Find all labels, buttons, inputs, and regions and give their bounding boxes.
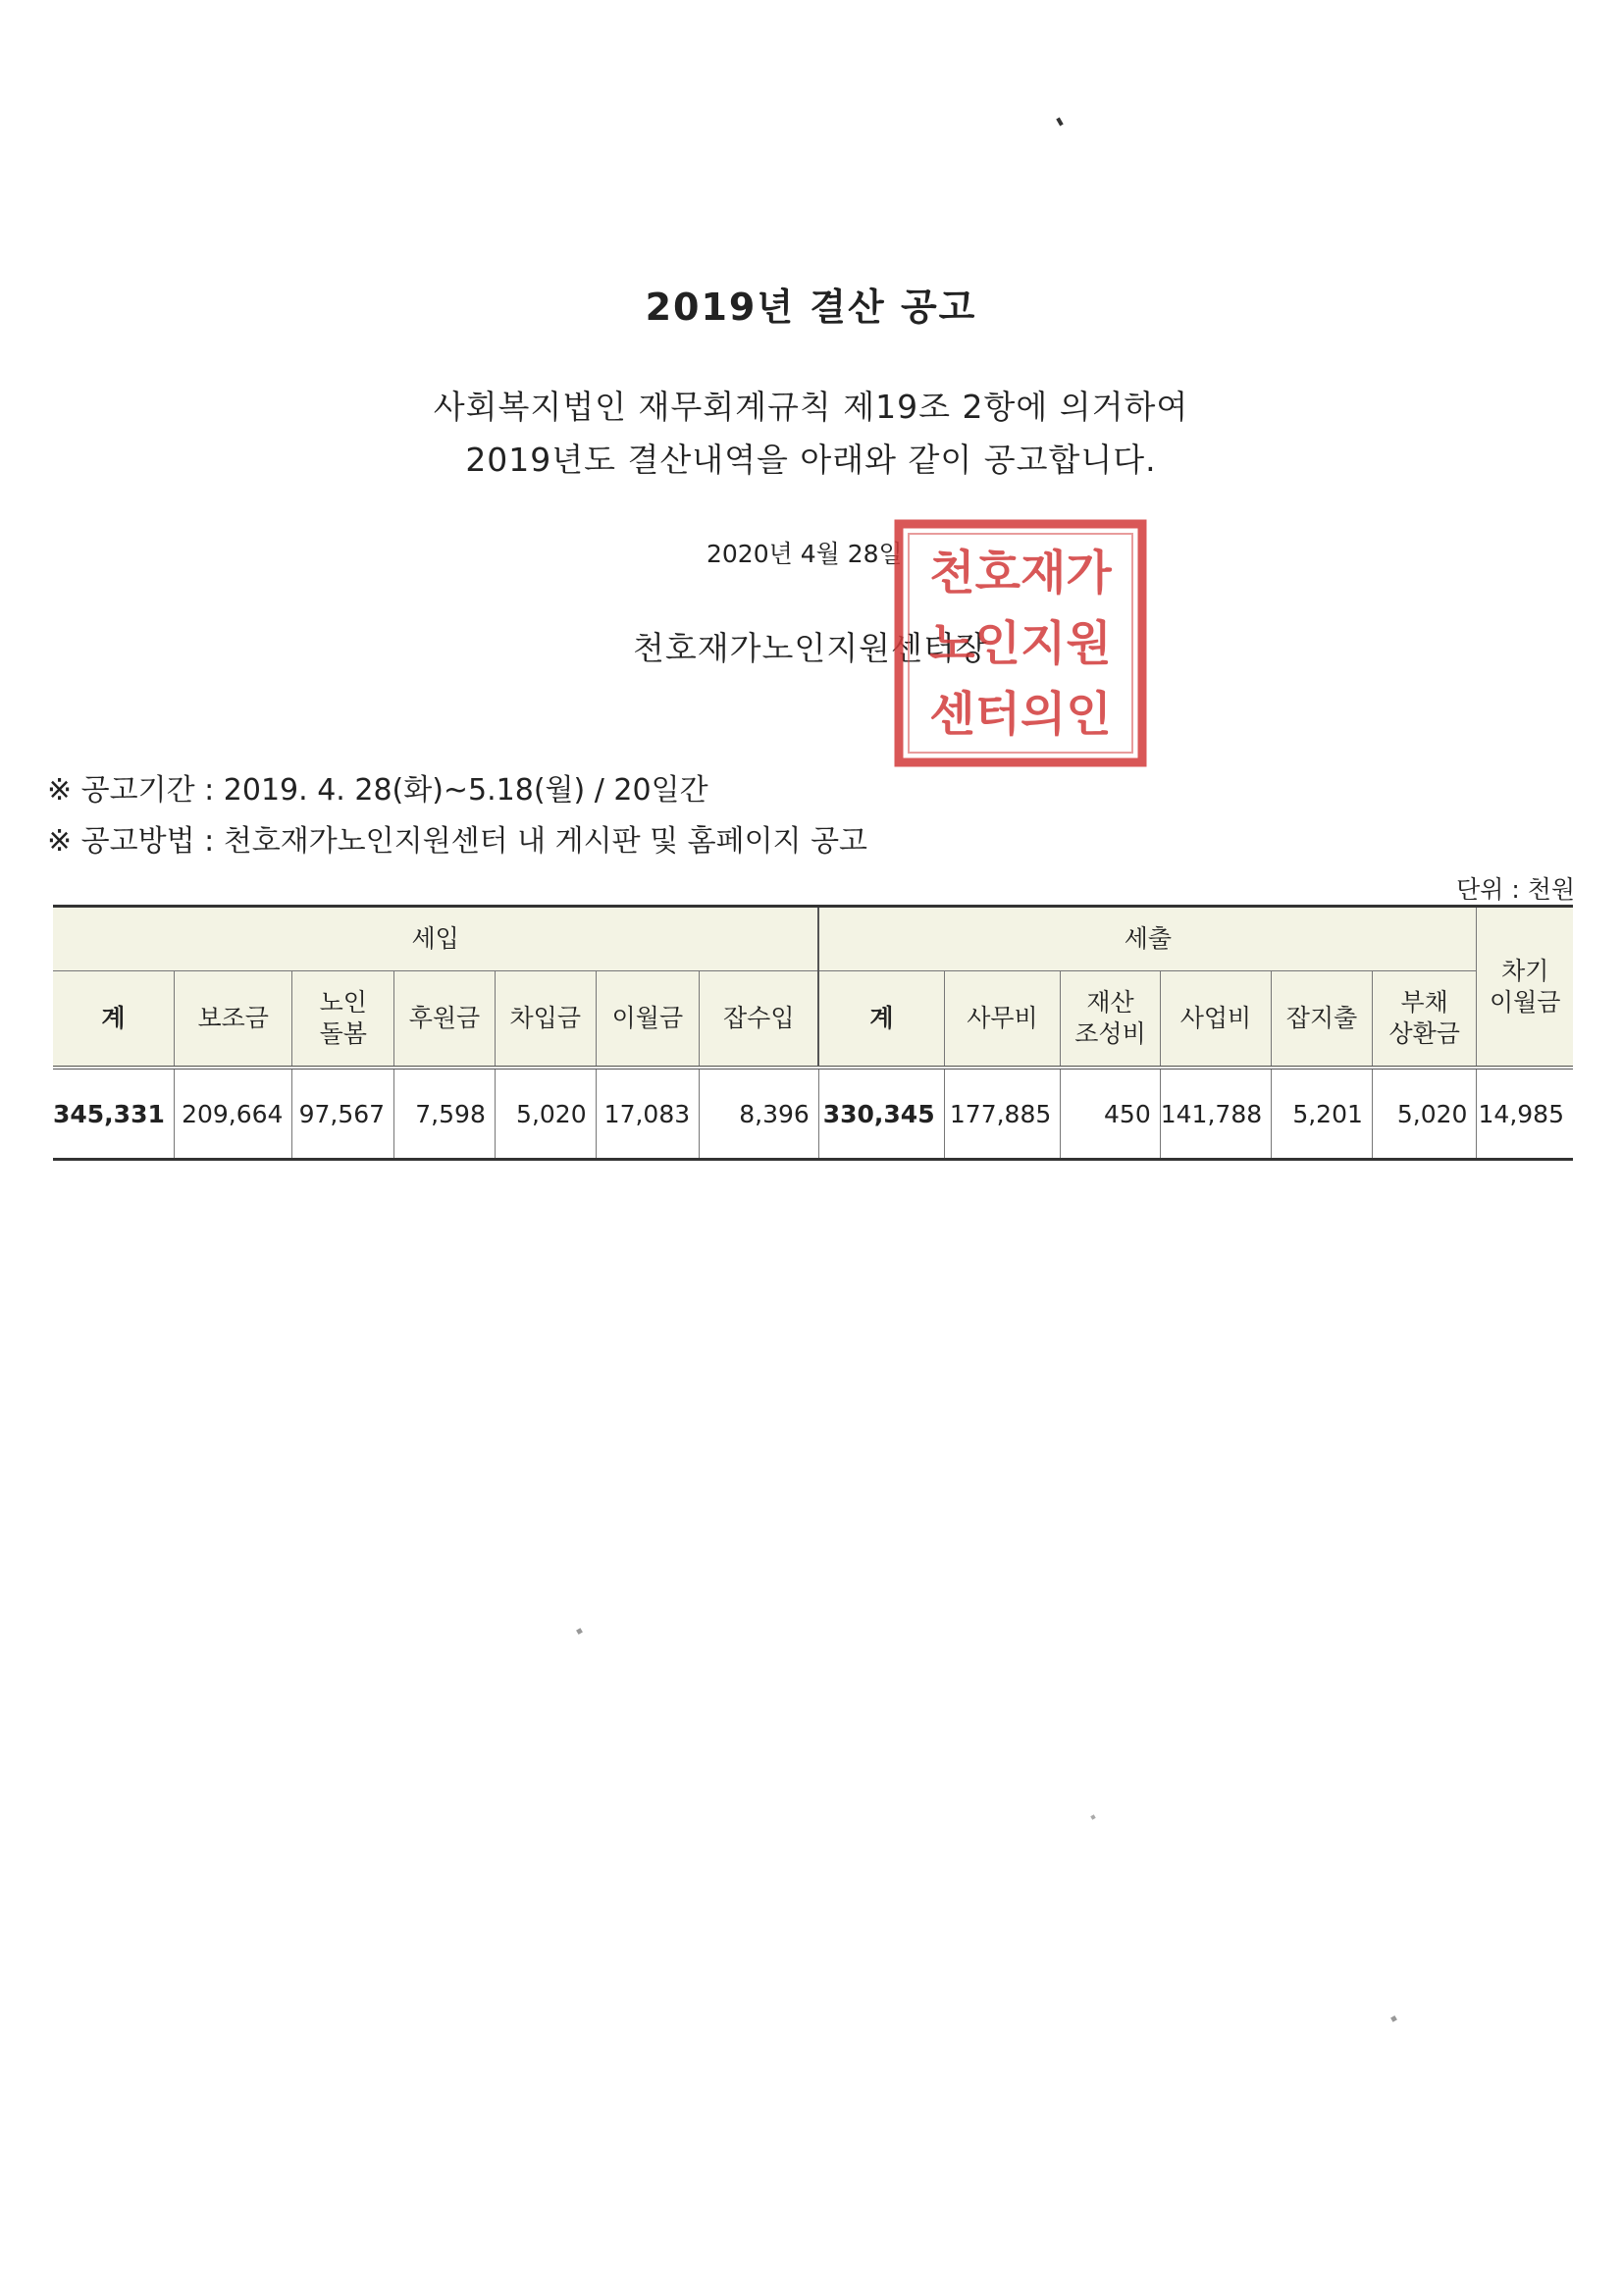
income-col-subsidy: 보조금 <box>174 971 292 1069</box>
expense-col-misc: 잡지출 <box>1272 971 1373 1069</box>
expense-col-property: 재산 조성비 <box>1061 971 1160 1069</box>
scan-speck <box>1390 2015 1397 2022</box>
scan-speck <box>1056 118 1063 127</box>
table-cell: 330,345 <box>818 1068 944 1160</box>
notice-period: ※ 공고기간 : 2019. 4. 28(화)~5.18(월) / 20일간 <box>47 773 708 808</box>
income-col-misc: 잡수입 <box>700 971 819 1069</box>
expense-group-header: 세출 <box>818 907 1477 971</box>
table-row <box>53 1068 1573 1160</box>
table-cell: 8,396 <box>700 1068 819 1160</box>
seal-line: 노인지원 <box>929 616 1112 671</box>
table-cell: 141,788 <box>1160 1068 1271 1160</box>
table-cell: 97,567 <box>292 1068 394 1160</box>
income-col-borrowing: 차입금 <box>495 971 596 1069</box>
page-title: 2019년 결산 공고 <box>645 286 977 329</box>
table-cell: 17,083 <box>596 1068 700 1160</box>
settlement-table <box>53 905 1573 1161</box>
expense-col-total: 계 <box>818 971 944 1069</box>
unit-label: 단위 : 천원 <box>1456 875 1575 904</box>
carry-over-header: 차기 이월금 <box>1477 907 1573 1069</box>
table-cell: 5,201 <box>1272 1068 1373 1160</box>
table-cell: 209,664 <box>174 1068 292 1160</box>
scan-speck <box>1090 1814 1095 1819</box>
intro-text <box>0 381 1622 487</box>
table-cell: 345,331 <box>53 1068 174 1160</box>
income-col-carryover: 이월금 <box>596 971 700 1069</box>
notice-date: 2020년 4월 28일 <box>706 540 903 568</box>
signer-name: 천호재가노인지원센터장 <box>633 629 988 667</box>
table-cell: 5,020 <box>495 1068 596 1160</box>
notice-notes <box>47 765 867 867</box>
income-col-elder-care: 노인 돌봄 <box>292 971 394 1069</box>
seal-line: 천호재가 <box>929 546 1112 600</box>
table-cell: 7,598 <box>394 1068 496 1160</box>
expense-col-office: 사무비 <box>944 971 1061 1069</box>
intro-line-1: 사회복지법인 재무회계규칙 제19조 2항에 의거하여 <box>433 388 1189 426</box>
table-cell: 5,020 <box>1372 1068 1477 1160</box>
notice-method: ※ 공고방법 : 천호재가노인지원센터 내 게시판 및 홈페이지 공고 <box>47 824 868 859</box>
table-cell: 14,985 <box>1477 1068 1573 1160</box>
official-seal <box>893 518 1148 768</box>
scan-speck <box>576 1628 583 1635</box>
table-cell: 177,885 <box>944 1068 1061 1160</box>
seal-line: 센터의인 <box>929 687 1112 742</box>
income-col-total: 계 <box>53 971 174 1069</box>
table-cell: 450 <box>1061 1068 1160 1160</box>
intro-line-2: 2019년도 결산내역을 아래와 같이 공고합니다. <box>465 441 1157 479</box>
income-col-donation: 후원금 <box>394 971 496 1069</box>
expense-col-program: 사업비 <box>1160 971 1271 1069</box>
expense-col-debt: 부채 상환금 <box>1372 971 1477 1069</box>
income-group-header: 세입 <box>53 907 818 971</box>
